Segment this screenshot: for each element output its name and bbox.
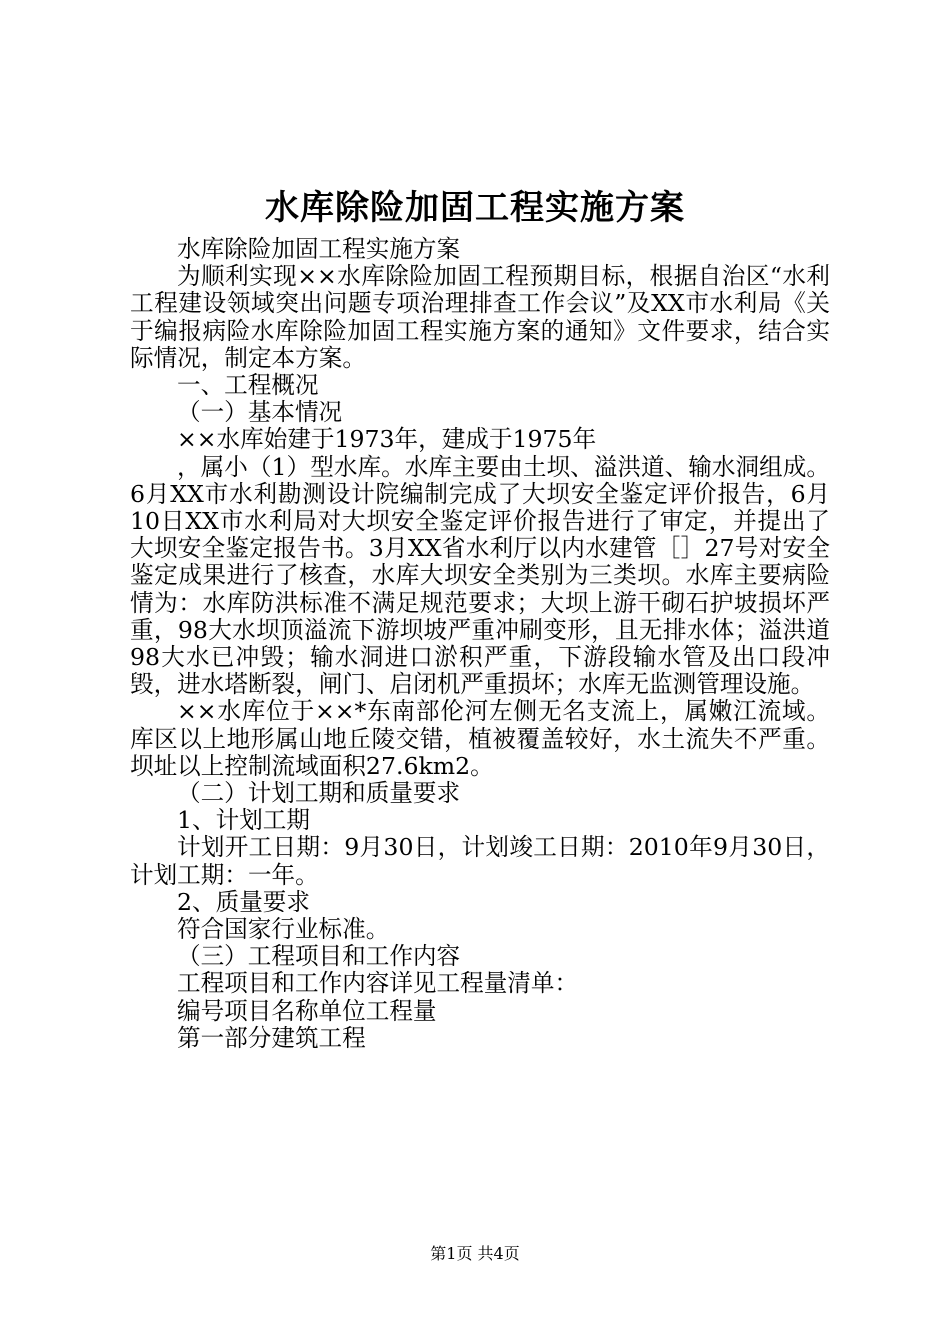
heading-schedule: 1、计划工期 [177,806,310,835]
paragraph-reservoir-status: ，属小（1）型水库。水库主要由土坝、溢洪道、输水洞组成。6月XX市水利勘测设计院编制完成了大坝安全鉴定评价报告，6月10日XX市水利局对大坝安全鉴定评价报告进行了审定，并提出了大坝安全鉴定报告书。3月XX省水利厅以内水建管［］27号对安全鉴定成果进行了核查，水库大坝安全类别为三类坝。水库主要病险情为：水库防洪标准不满足规范要求；大坝上游干砌石护坡损坏严重，98大水坝顶溢流下游坝坡严重冲刷变形，且无排水体；溢洪道98大水已冲毁；输水洞进口淤积严重，下游段输水管及出口段冲毁，进水塔断裂，闸门、启闭机严重损坏；水库无监测管理设施。 [130,452,830,699]
paragraph-location: ××水库位于××*东南部伦河左侧无名支流上，属嫩江流域。库区以上地形属山地丘陵交错，植被覆盖较好，水土流失不严重。坝址以上控制流域面积27.6km2。 [130,697,830,780]
paragraph-items-note: 工程项目和工作内容详见工程量清单： [177,969,579,998]
heading-project-items: （三）工程项目和工作内容 [177,942,461,971]
paragraph-build-year: ××水库始建于1973年，建成于1975年 [177,425,597,454]
heading-section-1: 一、工程概况 [177,371,319,400]
paragraph-part-one: 第一部分建筑工程 [177,1023,366,1052]
paragraph-quality: 符合国家行业标准。 [177,915,390,944]
heading-schedule-quality: （二）计划工期和质量要求 [177,779,461,808]
heading-quality: 2、质量要求 [177,887,310,916]
paragraph-subtitle: 水库除险加固工程实施方案 [177,235,461,263]
paragraph-intro: 为顺利实现××水库除险加固工程预期目标，根据自治区“水利工程建设领域突出问题专项治理排查工作会议”及XX市水利局《关于编报病险水库除险加固工程实施方案的通知》文件要求，结合实际情况，制定本方案。 [130,262,830,372]
paragraph-table-header: 编号项目名称单位工程量 [177,996,437,1025]
document-title: 水库除险加固工程实施方案 [265,188,685,228]
document-body [130,236,830,1052]
heading-basic-info: （一）基本情况 [177,398,343,427]
paragraph-schedule-dates: 计划开工日期：9月30日，计划竣工日期：2010年9月30日，计划工期：一年。 [130,833,830,889]
page-footer: 第1页 共4页 [430,1244,520,1263]
